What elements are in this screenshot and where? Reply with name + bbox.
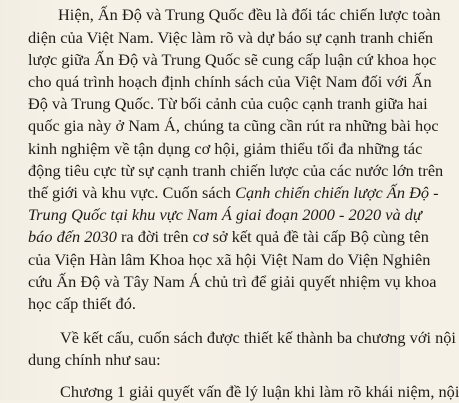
paragraph-1-line-4: cho quá trình hoạch định chính sách của Việt Nam đối với Ấn bbox=[28, 72, 432, 91]
paragraph-1-line-14: học cấp thiết đó. bbox=[28, 294, 136, 313]
paragraph-3-line-1: Chương 1 giải quyết vấn đề lý luận khi làm rõ khái niệm, nội bbox=[60, 382, 459, 401]
paragraph-1-line-12: của Viện Hàn lâm Khoa học xã hội Việt Nam do Viện Nghiên bbox=[28, 250, 431, 269]
paragraph-2-line-1: Về kết cấu, cuốn sách được thiết kế thành ba chương với nội bbox=[60, 328, 456, 347]
book-title-part-2: Trung Quốc tại khu vực Nam Á giai đoạn 2000 - 2020 và dự bbox=[28, 205, 422, 224]
paragraph-1-line-11-suffix: ra đời trên cơ sở kết quả đề tài cấp Bộ cùng tên bbox=[116, 227, 429, 246]
book-title-part-1: Cạnh chiến chiến lược Ấn Độ - bbox=[235, 183, 439, 202]
paragraph-spacing-1 bbox=[0, 323, 400, 324]
paragraph-1-line-2: diện của Việt Nam. Việc làm rõ và dự báo sự cạnh tranh chiến bbox=[28, 28, 434, 47]
paragraph-1-line-7: kinh nghiệm về tận dụng cơ hội, giảm thiểu tối đa những tác bbox=[28, 139, 423, 158]
paragraph-1-line-5: Độ và Trung Quốc. Từ bối cảnh của cuộc cạnh tranh giữa hai bbox=[28, 94, 428, 113]
paragraph-2-line-2: dung chính như sau: bbox=[28, 350, 161, 369]
paragraph-1-line-6: quốc gia này ở Nam Á, chúng ta cũng cần rút ra những bài học bbox=[28, 116, 439, 135]
paragraph-1-line-8: động tiêu cực từ sự cạnh tranh chiến lược của các nước lớn trên bbox=[28, 161, 444, 180]
paragraph-1-line-13: cứu Ấn Độ và Tây Nam Á chủ trì để giải quyết nhiệm vụ khoa bbox=[28, 272, 437, 291]
paragraph-1-line-9 bbox=[28, 182, 439, 204]
book-title-part-3: báo đến 2030 bbox=[28, 227, 117, 246]
paragraph-1-line-9-prefix: thế giới và khu vực. Cuốn sách bbox=[28, 183, 236, 202]
paragraph-1-line-1: Hiện, Ấn Độ và Trung Quốc đều là đối tác chiến lược toàn bbox=[58, 5, 441, 24]
paragraph-1-line-3: lược giữa Ấn Độ và Trung Quốc sẽ cung cấp luận cứ khoa học bbox=[28, 50, 437, 69]
paragraph-1-line-11 bbox=[28, 226, 429, 248]
